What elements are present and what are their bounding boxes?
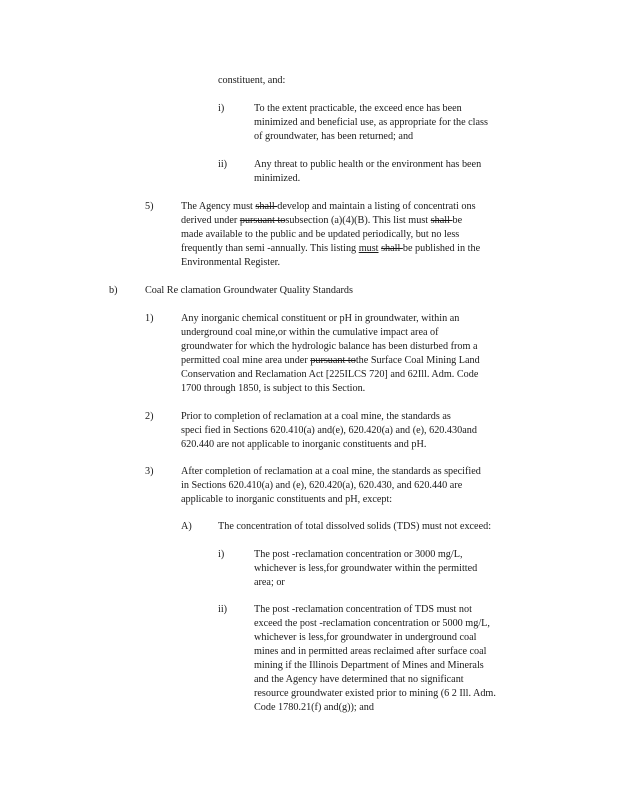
text-line: Code 1780.21(f) and(g)); and [254, 702, 374, 713]
list-marker: 1) [145, 313, 154, 324]
text-line: permitted coal mine area under pursuant tothe Surface Coal Mining Land [181, 355, 480, 366]
text-line: Conservation and Reclamation Act [225ILCS 720] and 62Ill. Adm. Code [181, 369, 479, 380]
list-marker: ii) [218, 159, 228, 170]
text-line: constituent, and: [218, 75, 286, 86]
text-line: To the extent practicable, the exceed ence has been [254, 103, 462, 114]
list-marker: A) [181, 521, 192, 532]
struck-text: pursuant to [239, 215, 286, 226]
text-line: Prior to completion of reclamation at a coal mine, the standards as [181, 411, 451, 422]
text-line: resource groundwater existed prior to mining (6 2 Ill. Adm. [254, 688, 496, 699]
text-line: groundwater for which the hydrologic balance has been disturbed from a [181, 341, 478, 352]
struck-text: shall [255, 201, 278, 212]
text-line: of groundwater, has been returned; and [254, 131, 414, 142]
text-line: The post -reclamation concentration of TDS must not [254, 604, 472, 615]
text-line: whichever is less,for groundwater in underground coal [254, 632, 477, 643]
text-line: area; or [254, 577, 285, 588]
text-line: The Agency must shall develop and maintain a listing of concentrati ons [181, 201, 476, 212]
list-marker: 5) [145, 201, 154, 212]
text-line: Any threat to public health or the environment has been [254, 159, 482, 170]
text-line: whichever is less,for groundwater within the permitted [254, 563, 478, 574]
text-line: Environmental Register. [181, 257, 281, 268]
text-line: 1700 through 1850, is subject to this Section. [181, 383, 366, 394]
text-line: 620.440 are not applicable to inorganic constituents and pH. [181, 439, 427, 450]
text-line: Any inorganic chemical constituent or pH in groundwater, within an [181, 313, 460, 324]
text-line: exceed the post -reclamation concentration or 5000 mg/L, [254, 618, 490, 629]
inserted-text: must [358, 243, 379, 254]
text-line: mining if the Illinois Department of Mines and Minerals [254, 660, 484, 671]
section-heading: Coal Re clamation Groundwater Quality Standards [145, 285, 353, 296]
list-marker: 2) [145, 411, 154, 422]
text-line: applicable to inorganic constituents and pH, except: [181, 494, 393, 505]
text-line: in Sections 620.410(a) and (e), 620.420(a), 620.430, and 620.440 are [181, 480, 463, 491]
struck-text: shall [381, 243, 403, 254]
text-line: The concentration of total dissolved solids (TDS) must not exceed: [218, 521, 492, 532]
text-line: frequently than semi -annually. This listing must shall be published in the [181, 243, 481, 254]
text-line: underground coal mine,or within the cumulative impact area of [181, 327, 439, 338]
text-line: The post -reclamation concentration or 3000 mg/L, [254, 549, 463, 560]
list-marker: i) [218, 103, 225, 114]
text-line: mines and in permitted areas reclaimed after surface coal [254, 646, 487, 657]
list-marker: ii) [218, 604, 228, 615]
text-line: minimized. [254, 173, 301, 184]
list-marker: i) [218, 549, 225, 560]
text-line: minimized and beneficial use, as appropriate for the class [254, 117, 488, 128]
list-marker: 3) [145, 466, 154, 477]
text-line: and the Agency have determined that no significant [254, 674, 464, 685]
text-line: derived under pursuant tosubsection (a)(4)(B). This list must shall be [181, 215, 463, 226]
struck-text: shall [430, 215, 453, 226]
text-line: After completion of reclamation at a coal mine, the standards as specified [181, 466, 481, 477]
struck-text: pursuant to [310, 355, 356, 366]
section-marker: b) [109, 285, 118, 296]
text-line: made available to the public and be updated periodically, but no less [181, 229, 460, 240]
text-line: speci fied in Sections 620.410(a) and(e), 620.420(a) and (e), 620.430and [181, 425, 477, 436]
